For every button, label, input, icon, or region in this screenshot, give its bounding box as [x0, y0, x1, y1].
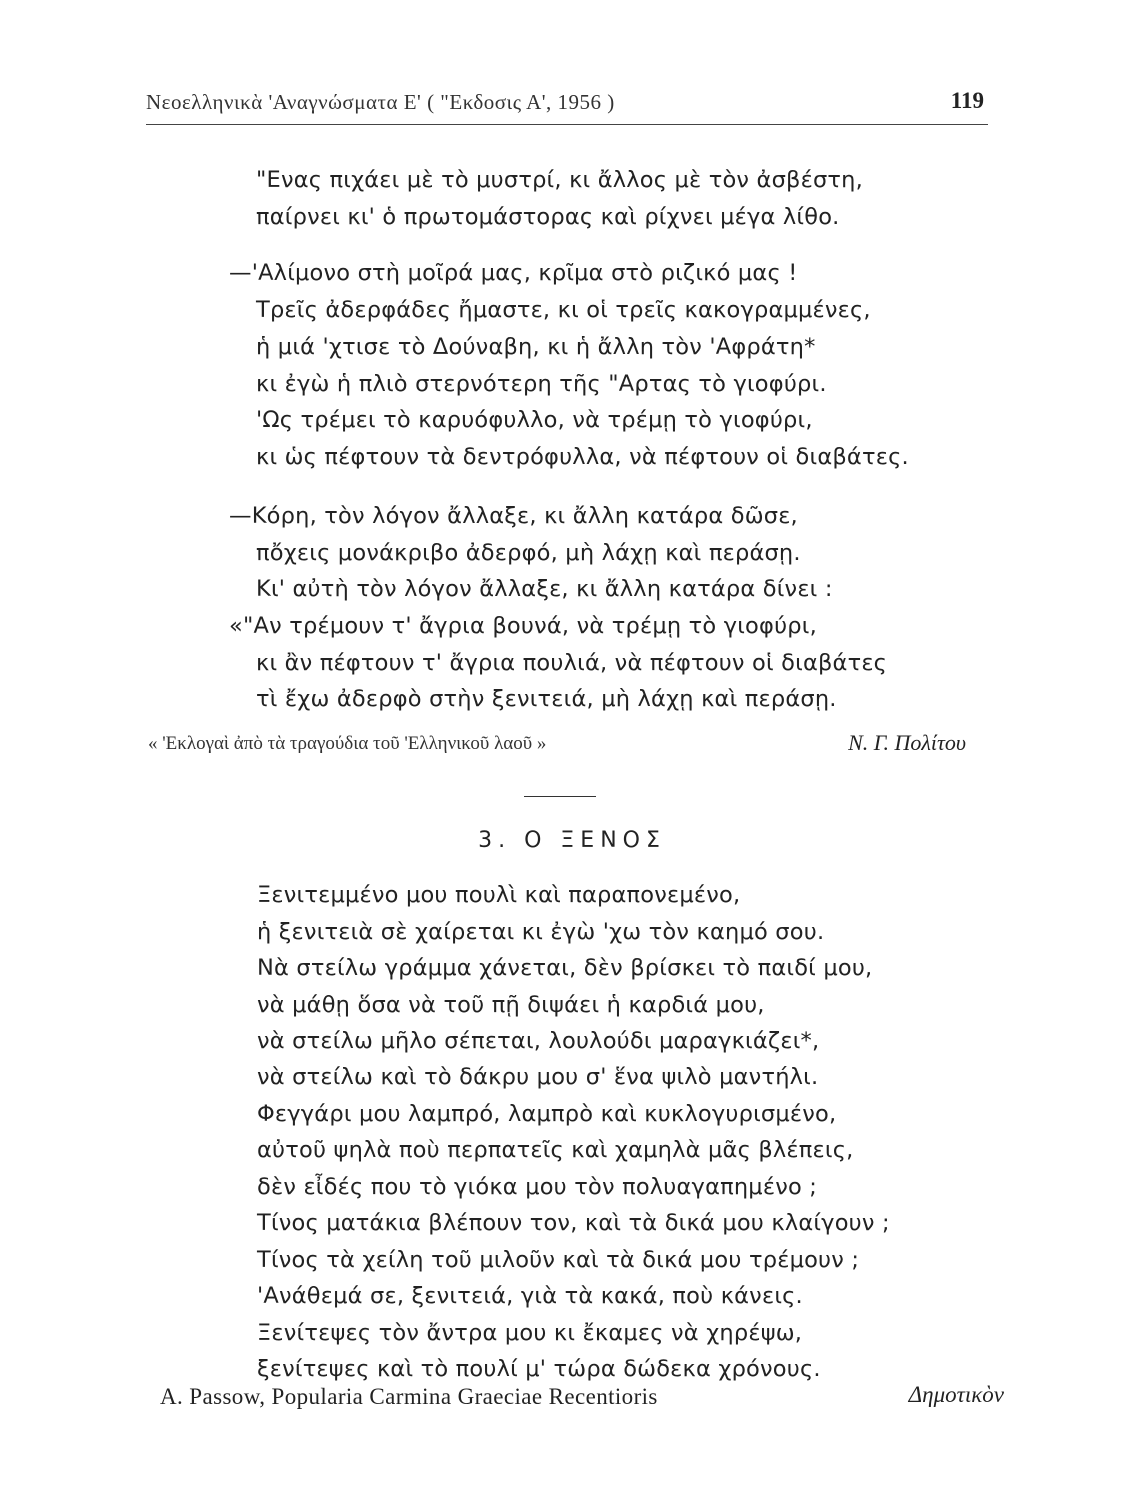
poem1-line: "Ενας πιχάει μὲ τὸ μυστρί, κι ἄλλος μὲ τὸν ἀσβέστη,: [256, 167, 863, 193]
poem2-line: ξενίτεψες καὶ τὸ πουλί μ' τώρα δώδεκα χρόνους.: [257, 1356, 821, 1382]
poem1-line: Τρεῖς ἀδερφάδες ἤμαστε, κι οἱ τρεῖς κακογραμμένες,: [256, 297, 871, 323]
poem2-source: A. Passow, Popularia Carmina Graeciae Recentioris: [160, 1384, 658, 1409]
poem2-line: νὰ μάθῃ ὅσα νὰ τοῦ πῇ διψάει ἡ καρδιά μου,: [257, 992, 765, 1018]
poem2-line: αὐτοῦ ψηλὰ ποὺ περπατεῖς καὶ χαμηλὰ μᾶς βλέπεις,: [257, 1137, 854, 1163]
poem2-line: νὰ στείλω μῆλο σέπεται, λουλούδι μαραγκιάζει*,: [257, 1028, 820, 1054]
poem2-line: Ξενίτεψες τὸν ἄντρα μου κι ἔκαμες νὰ χηρέψω,: [257, 1320, 803, 1346]
poem1-line: παίρνει κι' ὁ πρωτομάστορας καὶ ρίχνει μέγα λίθο.: [256, 204, 840, 230]
poem1-line: Κι' αὐτὴ τὸν λόγον ἄλλαξε, κι ἄλλη κατάρα δίνει :: [256, 576, 833, 602]
section-divider: [524, 796, 596, 797]
poem2-genre: Δημοτικὸν: [908, 1382, 1004, 1407]
poem2-line: 'Ανάθεμά σε, ξενιτειά, γιὰ τὰ κακά, ποὺ κάνεις.: [257, 1283, 803, 1309]
poem2-line: Τίνος τὰ χείλη τοῦ μιλοῦν καὶ τὰ δικά μου τρέμουν ;: [257, 1247, 860, 1273]
poem2-line: Ξενιτεμμένο μου πουλὶ καὶ παραπονεμένο,: [257, 882, 741, 908]
poem1-line: κι ὡς πέφτουν τὰ δεντρόφυλλα, νὰ πέφτουν οἱ διαβάτες.: [256, 444, 909, 470]
poem2-line: Φεγγάρι μου λαμπρό, λαμπρὸ καὶ κυκλογυρισμένο,: [257, 1101, 837, 1127]
poem1-line: τὶ ἔχω ἀδερφὸ στὴν ξενιτειά, μὴ λάχῃ καὶ περάσῃ.: [256, 686, 837, 712]
poem2-line: ἡ ξενιτειὰ σὲ χαίρεται κι ἐγὼ 'χω τὸν καημό σου.: [257, 919, 825, 945]
poem1-line: κι ἐγὼ ἡ πλιὸ στερνότερη τῆς "Αρτας τὸ γιοφύρι.: [256, 371, 827, 397]
section-title: 3. Ο ΞΕΝΟΣ: [478, 828, 666, 853]
poem1-line: πὄχεις μονάκριβο ἀδερφό, μὴ λάχῃ καὶ περάσῃ.: [256, 540, 801, 566]
page-number: 119: [950, 88, 984, 113]
poem1-line: ἡ μιά 'χτισε τὸ Δούναβη, κι ἡ ἄλλη τὸν 'Αφράτη*: [256, 334, 816, 360]
page-header: [146, 88, 988, 125]
poem2-line: νὰ στείλω καὶ τὸ δάκρυ μου σ' ἕνα ψιλὸ μαντήλι.: [257, 1064, 819, 1090]
running-title: Νεοελληνικὰ 'Αναγνώσματα Ε' ( "Εκδοσις Α', 1956 ): [146, 90, 615, 114]
poem1-line: «"Αν τρέμουν τ' ἄγρια βουνά, νὰ τρέμῃ τὸ γιοφύρι,: [229, 613, 817, 639]
poem2-line: Τίνος ματάκια βλέπουν τον, καὶ τὰ δικά μου κλαίγουν ;: [257, 1210, 890, 1236]
poem2-line: δὲν εἶδές που τὸ γιόκα μου τὸν πολυαγαπημένο ;: [257, 1174, 818, 1200]
poem1-line: 'Ως τρέμει τὸ καρυόφυλλο, νὰ τρέμῃ τὸ γιοφύρι,: [256, 407, 813, 433]
poem1-line: —Κόρη, τὸν λόγον ἄλλαξε, κι ἄλλη κατάρα δῶσε,: [229, 503, 798, 529]
poem1-author: Ν. Γ. Πολίτου: [848, 730, 966, 755]
poem2-line: Νὰ στείλω γράμμα χάνεται, δὲν βρίσκει τὸ παιδί μου,: [257, 955, 873, 981]
poem1-line: —'Αλίμονο στὴ μοῖρά μας, κρῖμα στὸ ριζικό μας !: [229, 260, 798, 286]
poem1-line: κι ἂν πέφτουν τ' ἄγρια πουλιά, νὰ πέφτουν οἱ διαβάτες: [256, 650, 888, 676]
poem1-source: « 'Εκλογαὶ ἀπὸ τὰ τραγούδια τοῦ 'Ελληνικοῦ λαοῦ »: [148, 733, 547, 754]
